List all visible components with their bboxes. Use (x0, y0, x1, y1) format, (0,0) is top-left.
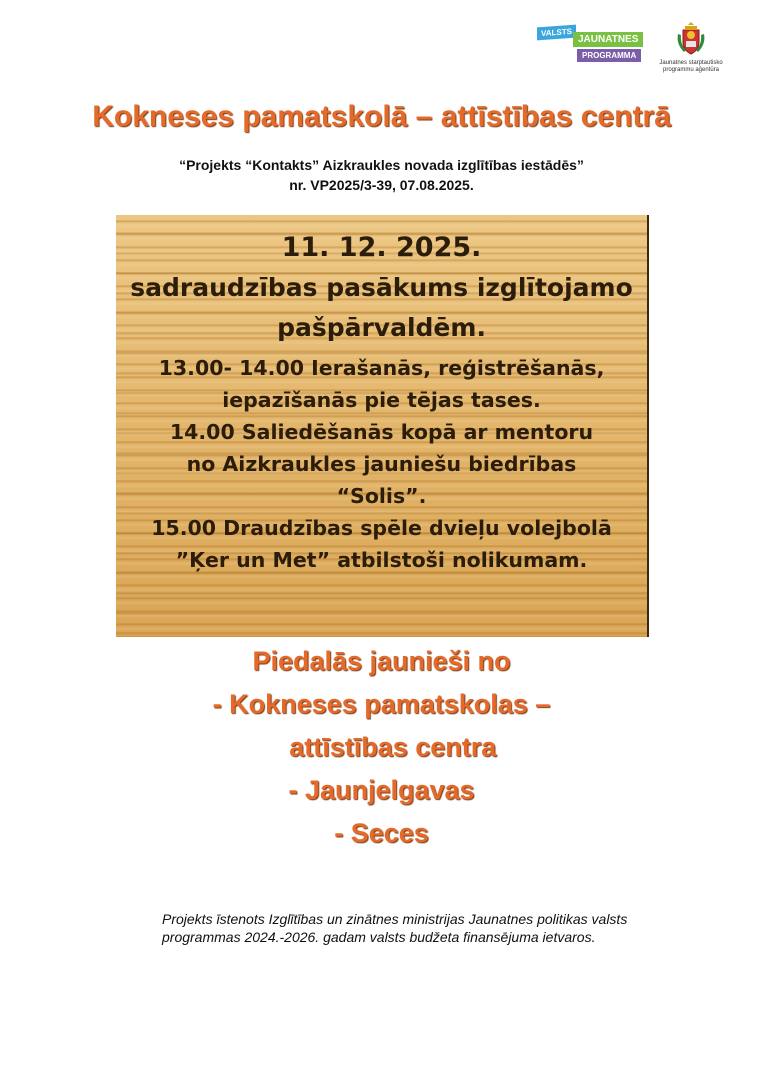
participant-item: - Kokneses pamatskolas – (212, 689, 551, 719)
project-name: “Projekts “Kontakts” Aizkraukles novada izglītības iestādēs” (179, 157, 584, 173)
schedule-line: 15.00 Draudzības spēle dvieļu volejbolā (151, 516, 612, 540)
participant-item: - Seces (334, 818, 429, 848)
logo-jaunatnes: JAUNATNES (573, 32, 643, 47)
participant-item: attīstības centra (266, 732, 497, 762)
event-date: 11. 12. 2025. (281, 232, 482, 263)
participant-item: - Jaunjelgavas (288, 775, 475, 805)
schedule-line: iepazīšanās pie tējas tases. (222, 388, 541, 412)
event-title-line1: sadraudzības pasākums izglītojamo (130, 273, 633, 302)
logos-header (537, 22, 737, 84)
logo-valsts: VALSTS (537, 25, 576, 41)
schedule-line: 14.00 Saliedēšanās kopā ar mentoru (169, 420, 594, 444)
page-title: Kokneses pamatskolā – attīstības centrā (92, 100, 671, 133)
project-number: nr. VP2025/3-39, 07.08.2025. (289, 177, 474, 193)
participants-section (0, 640, 763, 855)
project-subtitle (0, 155, 763, 195)
event-panel (116, 215, 649, 637)
event-schedule (116, 352, 647, 576)
schedule-line: ”Ķer un Met” atbilstoši nolikumam. (175, 548, 588, 572)
funding-note: Projekts īstenots Izglītības un zinātnes ministrijas Jaunatnes politikas valsts programmas 2024.-2026. gadam valsts budžeta finansējuma ietvaros. (162, 911, 628, 945)
agency-caption: Jaunatnes starptautisko programmu aģentūra (659, 60, 723, 73)
schedule-line: 13.00- 14.00 Ierašanās, reģistrēšanās, (158, 356, 605, 380)
schedule-line: no Aizkraukles jauniešu biedrības (186, 452, 577, 476)
valsts-jaunatnes-programma-logo (537, 22, 649, 70)
participants-heading: Piedalās jaunieši no (252, 646, 511, 676)
schedule-line: “Solis”. (336, 484, 427, 508)
coat-of-arms-icon (676, 22, 706, 58)
agency-logo (653, 22, 729, 74)
logo-programma: PROGRAMMA (577, 49, 641, 62)
event-title-line2: pašpārvaldēm. (277, 313, 486, 342)
